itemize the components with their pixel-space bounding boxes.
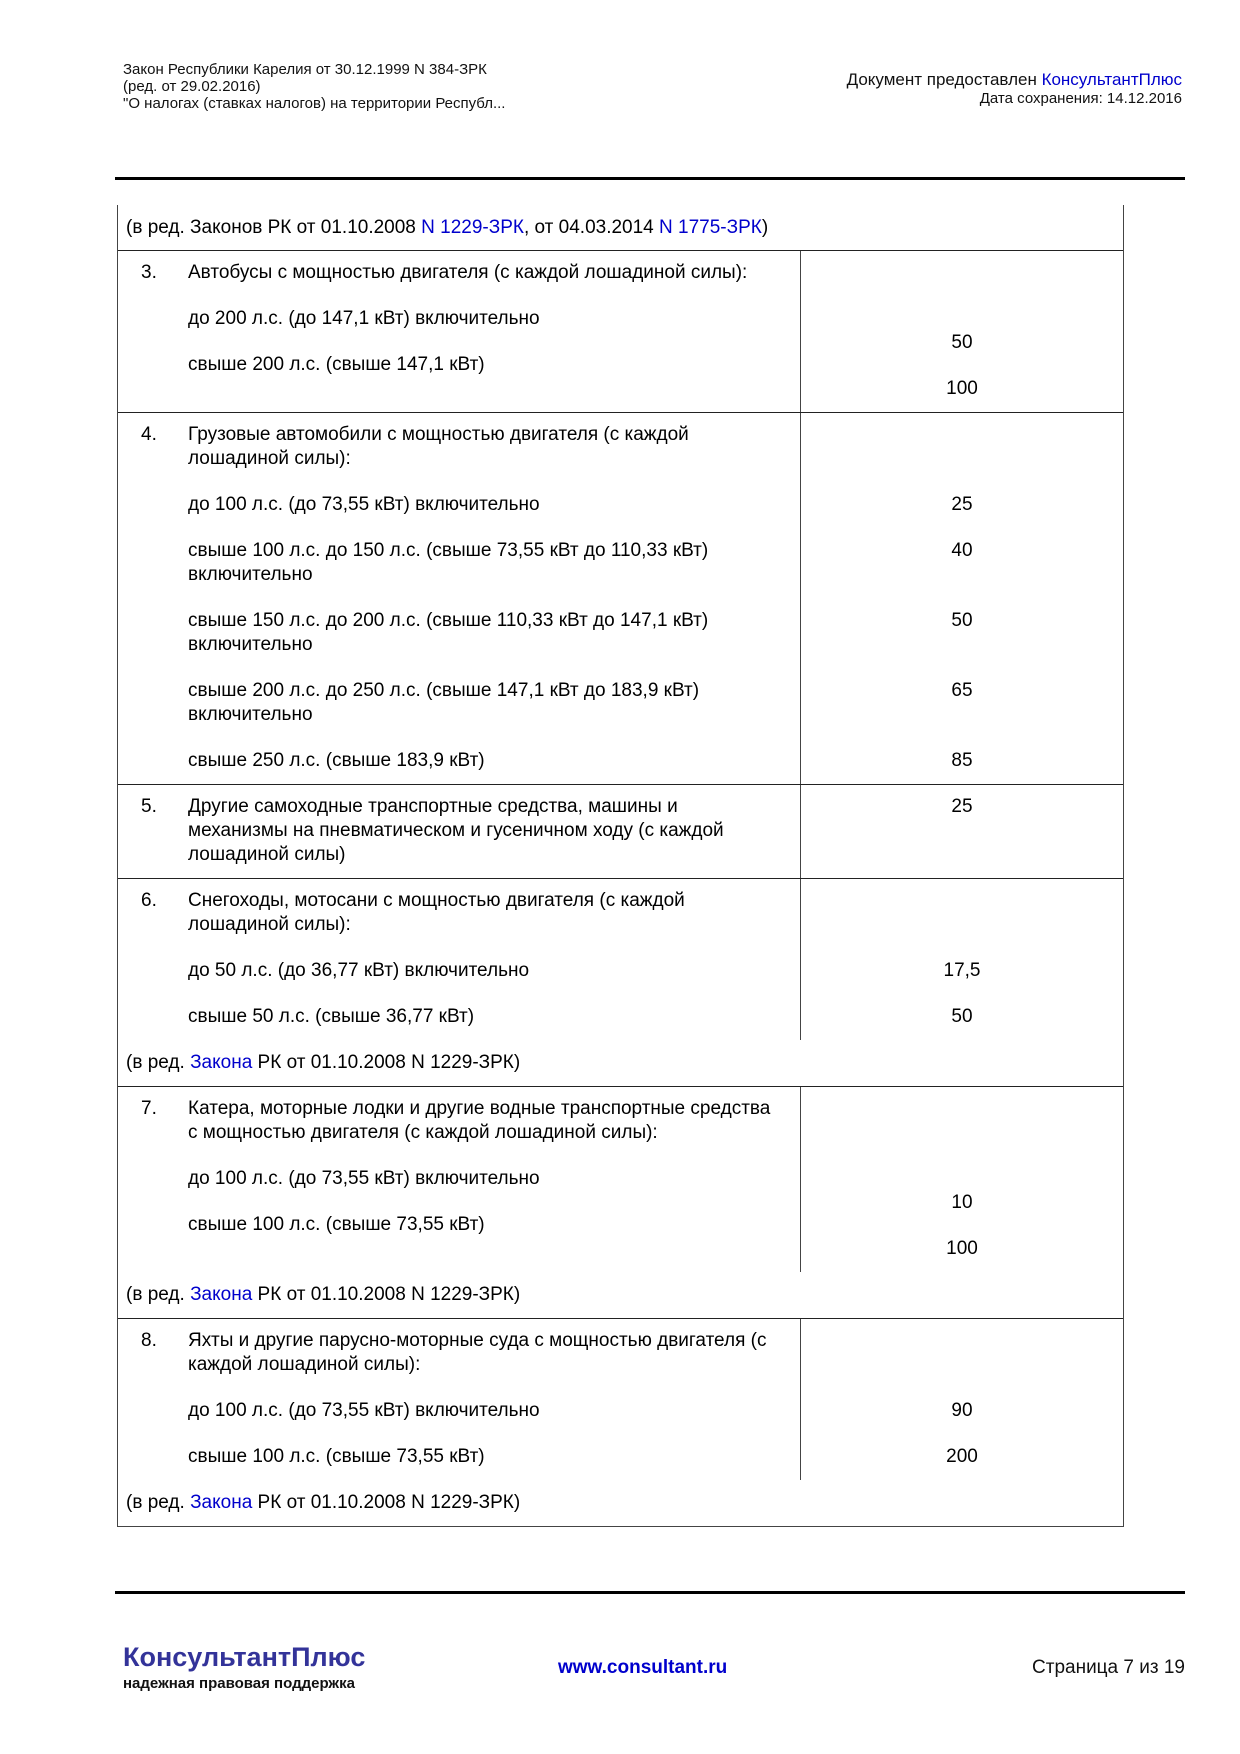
tax-rate-value: 50 (951, 610, 973, 631)
row-annotation: (в ред. Закона РК от 01.10.2008 N 1229-ЗРК) (126, 1492, 521, 1513)
row-item-text: свыше 100 л.с. (свыше 73,55 кВт) (188, 1214, 485, 1235)
row-item-text: до 100 л.с. (до 73,55 кВт) включительно (188, 1400, 540, 1421)
header-law-title: Закон Республики Карелия от 30.12.1999 N 384-ЗРК (123, 61, 487, 78)
table-row (118, 785, 1123, 879)
saved-date: Дата сохранения: 14.12.2016 (979, 90, 1182, 107)
row-item-text: до 100 л.с. (до 73,55 кВт) включительно (188, 494, 540, 515)
row-annotation: (в ред. Закона РК от 01.10.2008 N 1229-ЗРК) (126, 1284, 521, 1305)
row-item-text: свыше 200 л.с. (свыше 147,1 кВт) (188, 354, 485, 375)
row-number: 8. (141, 1330, 157, 1351)
row-title: Снегоходы, мотосани с мощностью двигателя (с каждой лошадиной силы): (188, 890, 685, 935)
tax-rate-value: 200 (946, 1446, 978, 1467)
logo-tagline: надежная правовая поддержка (123, 1675, 355, 1692)
row-title: Грузовые автомобили с мощностью двигателя (с каждой лошадиной силы): (188, 424, 689, 469)
law-link[interactable]: Закона (190, 1492, 253, 1513)
footer-divider (115, 1591, 1185, 1594)
website-link[interactable]: www.consultant.ru (558, 1657, 728, 1678)
table-annotation: (в ред. Законов РК от 01.10.2008 N 1229-ЗРК, от 04.03.2014 N 1775-ЗРК) (118, 205, 1123, 251)
tax-rate-value: 50 (951, 1006, 973, 1027)
table-row (118, 1087, 1123, 1319)
row-title: Яхты и другие парусно-моторные суда с мощностью двигателя (с каждой лошадиной силы): (188, 1330, 767, 1375)
row-number: 5. (141, 796, 157, 817)
tax-rate-value: 90 (951, 1400, 973, 1421)
row-item-text: свыше 250 л.с. (свыше 183,9 кВт) (188, 750, 485, 771)
tax-rate-value: 25 (951, 494, 973, 515)
tax-rate-value: 50 (951, 332, 973, 353)
document-header-source (847, 70, 1182, 108)
tax-rate-value: 65 (951, 680, 973, 701)
row-title: Катера, моторные лодки и другие водные транспортные средства с мощностью двигателя (с каждой лошадиной силы): (188, 1098, 771, 1143)
row-item-text: до 200 л.с. (до 147,1 кВт) включительно (188, 308, 540, 329)
tax-rate-value: 100 (946, 1238, 978, 1259)
row-item-text: до 100 л.с. (до 73,55 кВт) включительно (188, 1168, 540, 1189)
tax-rate-value: 25 (951, 796, 973, 817)
provided-by-label: Документ предоставлен (846, 70, 1042, 89)
tax-rate-value: 100 (946, 378, 978, 399)
row-number: 3. (141, 262, 157, 283)
header-revision: (ред. от 29.02.2016) (123, 78, 261, 95)
law-link[interactable]: Закона (190, 1052, 253, 1073)
row-item-text: свыше 100 л.с. (свыше 73,55 кВт) (188, 1446, 485, 1467)
law-link-1775[interactable]: N 1775-ЗРК (659, 217, 762, 238)
header-divider (115, 177, 1185, 180)
page-number: Страница 7 из 19 (1032, 1657, 1185, 1678)
row-item-text: свыше 100 л.с. до 150 л.с. (свыше 73,55 кВт до 110,33 кВт) включительно (188, 540, 709, 585)
row-number: 7. (141, 1098, 157, 1119)
row-item-text: до 50 л.с. (до 36,77 кВт) включительно (188, 960, 530, 981)
row-item-text: свыше 200 л.с. до 250 л.с. (свыше 147,1 кВт до 183,9 кВт) включительно (188, 680, 700, 725)
table-row (118, 413, 1123, 785)
table-row (118, 879, 1123, 1087)
row-annotation: (в ред. Закона РК от 01.10.2008 N 1229-ЗРК) (126, 1052, 521, 1073)
row-title: Автобусы с мощностью двигателя (с каждой лошадиной силы): (188, 262, 748, 283)
row-title: Другие самоходные транспортные средства, машины и механизмы на пневматическом и гусеничном ходу (с каждой лошадиной силы) (188, 796, 724, 865)
tax-rate-value: 10 (951, 1192, 973, 1213)
header-law-subject: "О налогах (ставках налогов) на территории Республ... (123, 95, 506, 112)
row-number: 6. (141, 890, 157, 911)
tax-rate-table (117, 205, 1124, 1527)
row-item-text: свыше 50 л.с. (свыше 36,77 кВт) (188, 1006, 475, 1027)
consultant-logo: КонсультантПлюс (123, 1642, 366, 1672)
row-item-text: свыше 150 л.с. до 200 л.с. (свыше 110,33 кВт до 147,1 кВт) включительно (188, 610, 709, 655)
consultant-brand-link[interactable]: КонсультантПлюс (1041, 70, 1182, 89)
law-link[interactable]: Закона (190, 1284, 253, 1305)
row-number: 4. (141, 424, 157, 445)
law-link-1229[interactable]: N 1229-ЗРК (421, 217, 524, 238)
table-row (118, 1319, 1123, 1526)
table-row (118, 251, 1123, 413)
tax-rate-value: 40 (951, 540, 973, 561)
document-header-title (123, 61, 505, 112)
tax-rate-value: 85 (951, 750, 973, 771)
tax-rate-value: 17,5 (943, 960, 981, 981)
